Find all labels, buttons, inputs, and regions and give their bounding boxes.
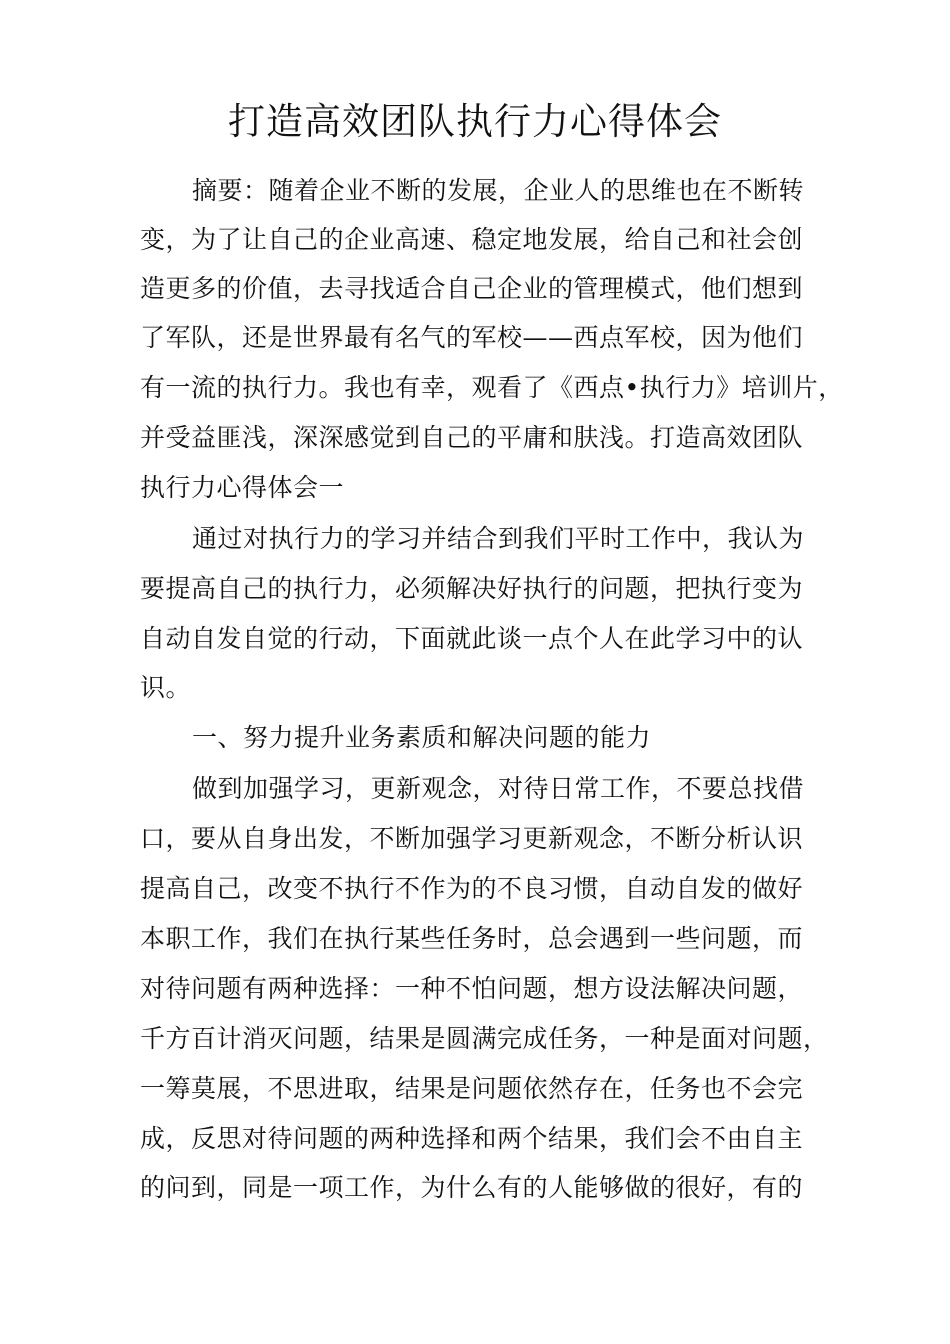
paragraph-line: 识。 <box>140 673 192 702</box>
paragraph-line: 执行力心得体会一 <box>140 473 345 502</box>
paragraph-line: 有一流的执行力。我也有幸，观看了《西点•执行力》培训片， <box>140 373 844 402</box>
paragraph-line: 千方百计消灭问题，结果是圆满完成任务，一种是面对问题， <box>140 1024 829 1053</box>
paragraph-line: 变，为了让自己的企业高速、稳定地发展，给自己和社会创 <box>140 225 804 254</box>
document-title: 打造高效团队执行力心得体会 <box>228 100 722 143</box>
paragraph-line: 成，反思对待问题的两种选择和两个结果，我们会不由自主 <box>140 1124 804 1153</box>
paragraph-line: 提高自己，改变不执行不作为的不良习惯，自动自发的做好 <box>140 874 804 903</box>
paragraph-line: 做到加强学习，更新观念，对待日常工作，不要总找借 <box>192 774 805 803</box>
paragraph-line: 通过对执行力的学习并结合到我们平时工作中，我认为 <box>192 524 805 553</box>
paragraph-line: 了军队，还是世界最有名气的军校——西点军校，因为他们 <box>140 323 804 352</box>
paragraph-line: 要提高自己的执行力，必须解决好执行的问题，把执行变为 <box>140 574 804 603</box>
paragraph-line: 本职工作，我们在执行某些任务时，总会遇到一些问题，而 <box>140 924 804 953</box>
paragraph-line: 对待问题有两种选择：一种不怕问题，想方设法解决问题， <box>140 974 804 1003</box>
paragraph-line: 造更多的价值，去寻找适合自己企业的管理模式，他们想到 <box>140 274 804 303</box>
paragraph-line: 摘要：随着企业不断的发展，企业人的思维也在不断转 <box>192 176 805 205</box>
paragraph-line: 的问到，同是一项工作，为什么有的人能够做的很好，有的 <box>140 1173 804 1202</box>
paragraph-line: 一筹莫展，不思进取，结果是问题依然存在，任务也不会完 <box>140 1074 804 1103</box>
paragraph-line: 口，要从自身出发，不断加强学习更新观念，不断分析认识 <box>140 824 804 853</box>
section-heading: 一、努力提升业务素质和解决问题的能力 <box>192 723 652 752</box>
paragraph-line: 自动自发自觉的行动，下面就此谈一点个人在此学习中的认 <box>140 624 804 653</box>
paragraph-line: 并受益匪浅，深深感觉到自己的平庸和肤浅。打造高效团队 <box>140 423 804 452</box>
